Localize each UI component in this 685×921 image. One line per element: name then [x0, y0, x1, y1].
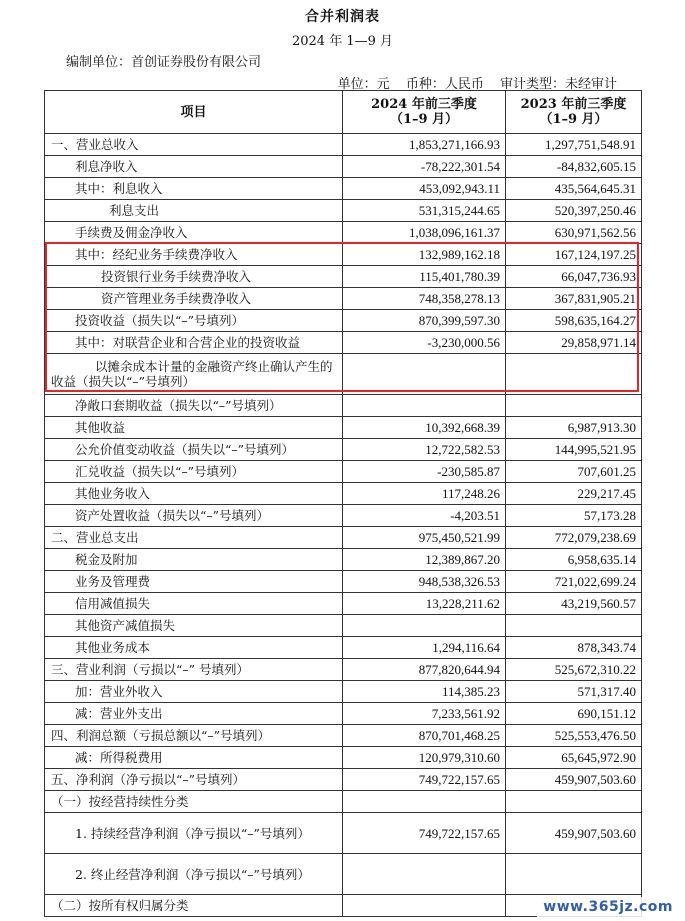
row-label: 加：营业外收入 [45, 681, 343, 703]
row-value-2024: 975,450,521.99 [343, 527, 506, 549]
table-row [45, 813, 642, 854]
row-label: 资产管理业务手续费净收入 [45, 288, 343, 310]
row-value-2023: 144,995,521.95 [506, 439, 642, 461]
row-value-2024: 870,399,597.30 [343, 310, 506, 332]
row-label: 资产处置收益（损失以“–”号填列） [45, 505, 343, 527]
row-value-2024: 10,392,668.39 [343, 417, 506, 439]
table-row [45, 791, 642, 813]
row-label: 其中：利息收入 [45, 178, 343, 200]
row-label: 税金及附加 [45, 549, 343, 571]
table-row [45, 659, 642, 681]
table-row [45, 571, 642, 593]
table-row [45, 615, 642, 637]
row-value-2023: 525,553,476.50 [506, 725, 642, 747]
row-value-2024: 12,722,582.53 [343, 439, 506, 461]
row-label: 其他业务收入 [45, 483, 343, 505]
table-row [45, 549, 642, 571]
row-label: 三、营业利润（亏损以“–” 号填列） [45, 659, 343, 681]
row-label: 其中：对联营企业和合营企业的投资收益 [45, 332, 343, 354]
table-row [45, 244, 642, 266]
header-2023-line1: 2023 年前三季度 [520, 97, 627, 112]
row-value-2023: 435,564,645.31 [506, 178, 642, 200]
site-watermark: www.365jz.com [537, 897, 679, 917]
table-header-row [45, 91, 642, 134]
row-value-2024: 749,722,157.65 [343, 769, 506, 791]
report-period: 2024 年 1—9 月 [291, 34, 394, 49]
row-value-2024: -3,230,000.56 [343, 332, 506, 354]
table-row [45, 505, 642, 527]
row-value-2024 [343, 354, 506, 395]
row-value-2023: 878,343.74 [506, 637, 642, 659]
table-row [45, 134, 642, 156]
row-value-2024: -78,222,301.54 [343, 156, 506, 178]
row-value-2023: 721,022,699.24 [506, 571, 642, 593]
row-value-2024: 7,233,561.92 [343, 703, 506, 725]
row-value-2023: -84,832,605.15 [506, 156, 642, 178]
row-value-2023: 6,958,635.14 [506, 549, 642, 571]
unit-label: 单位：元 [337, 77, 390, 92]
audit-type-label: 审计类型：未经审计 [499, 77, 617, 92]
currency-label: 币种：人民币 [405, 77, 484, 92]
header-item: 项目 [45, 91, 343, 134]
row-value-2024: -230,585.87 [343, 461, 506, 483]
row-label: 减：营业外支出 [45, 703, 343, 725]
row-label: 其中：经纪业务手续费净收入 [45, 244, 343, 266]
header-2023 [506, 91, 642, 134]
row-value-2023: 57,173.28 [506, 505, 642, 527]
row-value-2024: 531,315,244.65 [343, 200, 506, 222]
row-value-2024: 12,389,867.20 [343, 549, 506, 571]
row-label: 其他业务成本 [45, 637, 343, 659]
row-label: 四、利润总额（亏损总额以“–”号填列） [45, 725, 343, 747]
row-value-2023: 571,317.40 [506, 681, 642, 703]
row-value-2024: 114,385.23 [343, 681, 506, 703]
header-2024-line2: （1–9 月） [389, 112, 459, 127]
row-label: 二、营业总支出 [45, 527, 343, 549]
row-value-2024: 117,248.26 [343, 483, 506, 505]
table-row [45, 310, 642, 332]
row-value-2024 [343, 791, 506, 813]
row-value-2024: 115,401,780.39 [343, 266, 506, 288]
table-row [45, 527, 642, 549]
table-row [45, 395, 642, 417]
row-value-2023 [506, 791, 642, 813]
row-value-2023: 520,397,250.46 [506, 200, 642, 222]
row-value-2023: 43,219,560.57 [506, 593, 642, 615]
table-row [45, 703, 642, 725]
row-label: 汇兑收益（损失以“–”号填列） [45, 461, 343, 483]
table-row [45, 200, 642, 222]
row-label: 公允价值变动收益（损失以“–”号填列） [45, 439, 343, 461]
row-value-2023: 707,601.25 [506, 461, 642, 483]
row-label: 信用减值损失 [45, 593, 343, 615]
table-row [45, 681, 642, 703]
header-2023-line2: （1–9 月） [539, 112, 608, 127]
table-row [45, 637, 642, 659]
row-value-2024: 453,092,943.11 [343, 178, 506, 200]
row-value-2023: 229,217.45 [506, 483, 642, 505]
row-label: 以摊余成本计量的金融资产终止确认产生的收益（损失以“–”号填列） [45, 354, 343, 395]
row-label: 2. 终止经营净利润（净亏损以“–”号填列） [45, 854, 343, 895]
row-value-2023: 29,858,971.14 [506, 332, 642, 354]
row-value-2023: 66,047,736.93 [506, 266, 642, 288]
table-row [45, 156, 642, 178]
row-label: 利息支出 [45, 200, 343, 222]
table-row [45, 332, 642, 354]
row-value-2024: 1,853,271,166.93 [343, 134, 506, 156]
row-label: 减：所得税费用 [45, 747, 343, 769]
table-row [45, 747, 642, 769]
row-label: 一、营业总收入 [45, 134, 343, 156]
row-value-2023: 459,907,503.60 [506, 769, 642, 791]
report-title: 合并利润表 [305, 9, 380, 25]
table-row [45, 288, 642, 310]
row-value-2023 [506, 615, 642, 637]
row-value-2023: 1,297,751,548.91 [506, 134, 642, 156]
row-value-2023 [506, 354, 642, 395]
table-row [45, 266, 642, 288]
row-label: 业务及管理费 [45, 571, 343, 593]
row-value-2023: 630,971,562.56 [506, 222, 642, 244]
row-value-2023: 167,124,197.25 [506, 244, 642, 266]
row-value-2024: 120,979,310.60 [343, 747, 506, 769]
row-value-2023: 772,079,238.69 [506, 527, 642, 549]
row-label: 投资收益（损失以“–”号填列） [45, 310, 343, 332]
row-value-2024 [343, 395, 506, 417]
row-value-2023: 598,635,164.27 [506, 310, 642, 332]
row-label: 1. 持续经营净利润（净亏损以“–”号填列） [45, 813, 343, 854]
header-2024 [343, 91, 506, 134]
row-value-2023: 367,831,905.21 [506, 288, 642, 310]
table-row [45, 354, 642, 395]
row-label: 其他收益 [45, 417, 343, 439]
table-row [45, 417, 642, 439]
row-value-2024: 870,701,468.25 [343, 725, 506, 747]
header-2024-line1: 2024 年前三季度 [371, 97, 477, 112]
row-value-2024: 13,228,211.62 [343, 593, 506, 615]
row-value-2024: 1,038,096,161.37 [343, 222, 506, 244]
row-value-2023: 459,907,503.60 [506, 813, 642, 854]
row-value-2024: 948,538,326.53 [343, 571, 506, 593]
table-row [45, 769, 642, 791]
table-row [45, 461, 642, 483]
table-row [45, 725, 642, 747]
row-value-2024 [343, 615, 506, 637]
table-row [45, 854, 642, 895]
row-value-2024: 132,989,162.18 [343, 244, 506, 266]
row-label: 五、净利润（净亏损以“–”号填列） [45, 769, 343, 791]
preparing-organization: 编制单位：首创证券股份有限公司 [66, 55, 262, 70]
table-row [45, 222, 642, 244]
row-value-2023 [506, 395, 642, 417]
table-row [45, 439, 642, 461]
row-label: （一）按经营持续性分类 [45, 791, 343, 813]
row-label: （二）按所有权归属分类 [45, 895, 343, 917]
table-row [45, 178, 642, 200]
row-value-2024 [343, 854, 506, 895]
row-value-2023: 6,987,913.30 [506, 417, 642, 439]
row-value-2023: 525,672,310.22 [506, 659, 642, 681]
row-value-2024: 749,722,157.65 [343, 813, 506, 854]
row-value-2023: 65,645,972.90 [506, 747, 642, 769]
row-value-2024: 748,358,278.13 [343, 288, 506, 310]
row-value-2024: -4,203.51 [343, 505, 506, 527]
row-value-2024 [343, 895, 506, 917]
table-row [45, 593, 642, 615]
row-value-2023 [506, 854, 642, 895]
row-value-2023: 690,151.12 [506, 703, 642, 725]
row-label: 其他资产减值损失 [45, 615, 343, 637]
row-value-2024: 1,294,116.64 [343, 637, 506, 659]
income-statement-table [44, 90, 642, 917]
row-label: 投资银行业务手续费净收入 [45, 266, 343, 288]
table-row [45, 483, 642, 505]
row-label: 利息净收入 [45, 156, 343, 178]
row-label: 手续费及佣金净收入 [45, 222, 343, 244]
row-label: 净敞口套期收益（损失以“–”号填列） [45, 395, 343, 417]
row-value-2024: 877,820,644.94 [343, 659, 506, 681]
